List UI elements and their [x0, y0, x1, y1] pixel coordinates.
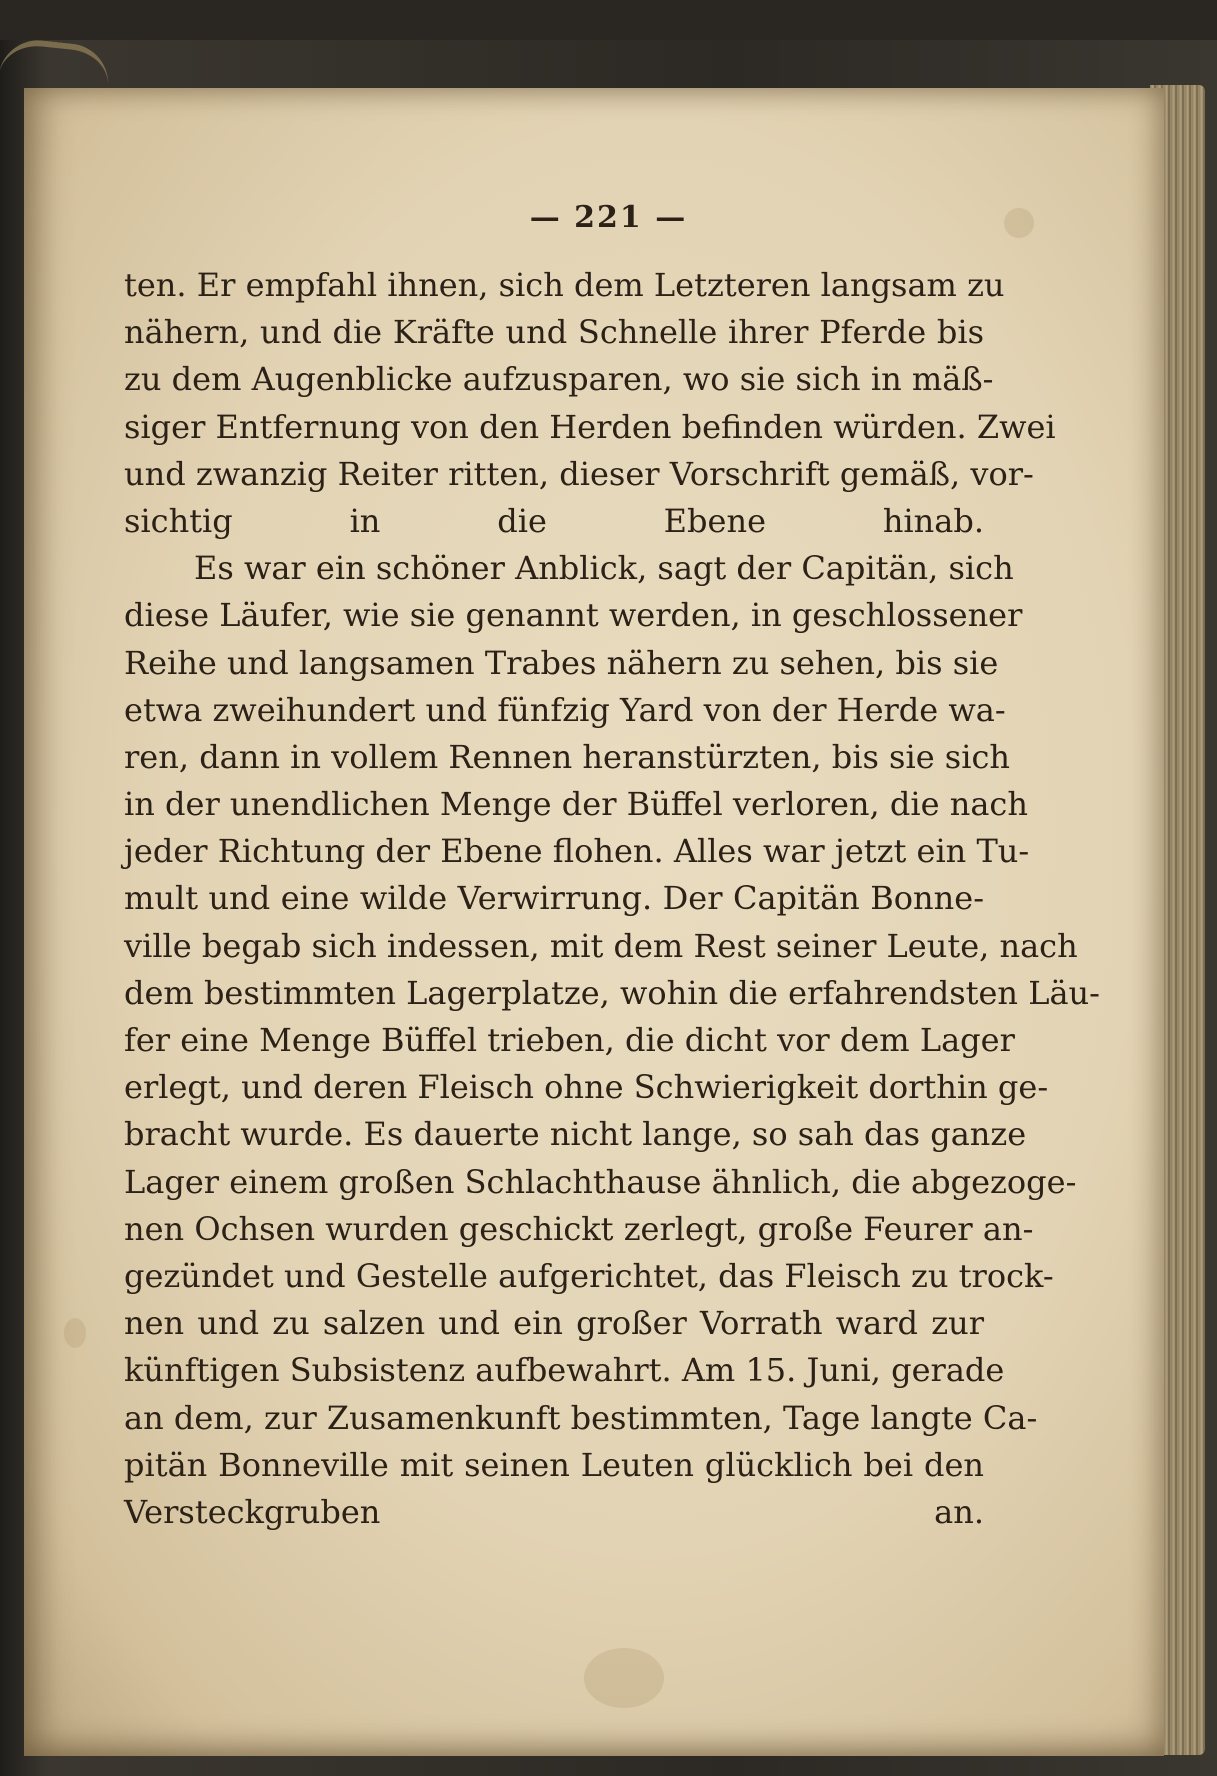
text-line: pitän Bonneville mit seinen Leuten glücklich bei den: [124, 1445, 984, 1484]
text-line: künftigen Subsistenz aufbewahrt. Am 15. Juni, gerade: [124, 1351, 1005, 1390]
text-line: diese Läufer, wie sie genannt werden, in geschlossener: [124, 596, 1023, 635]
text-line: mult und eine wilde Verwirrung. Der Capitän Bonne-: [124, 879, 984, 918]
text-line: nen und zu salzen und ein großer Vorrath ward zur: [124, 1304, 984, 1343]
text-line: ren, dann in vollem Rennen heranstürzten, bis sie sich: [124, 737, 1010, 776]
text-line: jeder Richtung der Ebene flohen. Alles war jetzt ein Tu-: [124, 832, 1030, 871]
stain: [64, 1318, 86, 1348]
text-line: etwa zweihundert und fünfzig Yard von der Herde wa-: [124, 690, 1006, 729]
text-line: nähern, und die Kräfte und Schnelle ihrer Pferde bis: [124, 313, 984, 352]
text-line: bracht wurde. Es dauerte nicht lange, so sah das ganze: [124, 1115, 1027, 1154]
text-line: ten. Er empfahl ihnen, sich dem Letzteren langsam zu: [124, 266, 1005, 304]
text-line: zu dem Augenblicke aufzusparen, wo sie sich in mäß-: [124, 360, 994, 399]
stain: [584, 1648, 664, 1708]
page-number: — 221 —: [529, 200, 688, 235]
text-line: nen Ochsen wurden geschickt zerlegt, große Feurer an-: [124, 1209, 1034, 1248]
text-line: Es war ein schöner Anblick, sagt der Capitän, sich: [194, 549, 1014, 588]
text-line: Versteckgruben an.: [124, 1492, 984, 1531]
text-line: fer eine Menge Büffel trieben, die dicht vor dem Lager: [124, 1021, 1015, 1059]
text-line: an dem, zur Zusamenkunft bestimmten, Tage langte Ca-: [124, 1398, 1038, 1437]
text-line: siger Entfernung von den Herden befinden würden. Zwei: [124, 407, 1056, 446]
text-line: gezündet und Gestelle aufgerichtet, das Fleisch zu trock-: [124, 1256, 1054, 1295]
text-line: in der unendlichen Menge der Büffel verloren, die nach: [124, 785, 1028, 824]
text-line: Lager einem großen Schlachthause ähnlich, die abgezoge-: [124, 1162, 1077, 1201]
text-line: und zwanzig Reiter ritten, dieser Vorschrift gemäß, vor-: [124, 454, 1034, 493]
body-text: [124, 262, 1100, 1536]
text-line: Reihe und langsamen Trabes nähern zu sehen, bis sie: [124, 643, 999, 682]
text-line: sichtig in die Ebene hinab.: [124, 501, 984, 540]
text-line: dem bestimmten Lagerplatze, wohin die erfahrendsten Läu-: [124, 973, 1100, 1012]
text-line: erlegt, und deren Fleisch ohne Schwierigkeit dorthin ge-: [124, 1068, 1049, 1107]
text-line: ville begab sich indessen, mit dem Rest seiner Leute, nach: [124, 926, 1078, 965]
